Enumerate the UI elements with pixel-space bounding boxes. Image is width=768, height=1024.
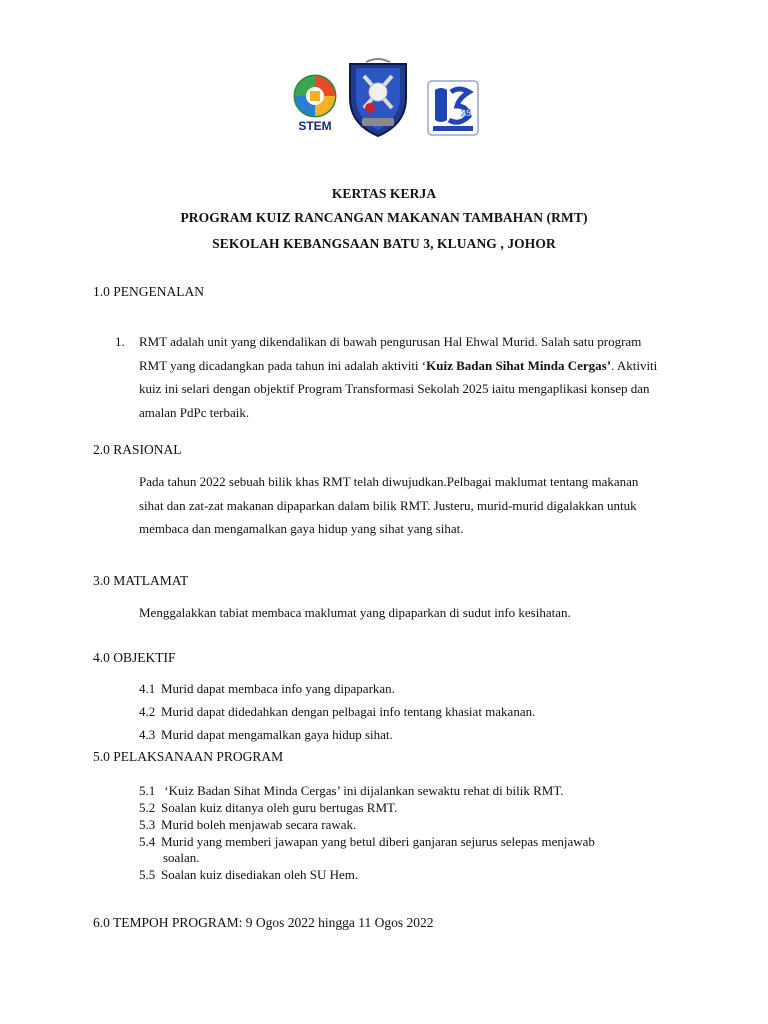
list-item: 5.2 Soalan kuiz ditanya oleh guru bertugas RMT.	[139, 800, 398, 815]
list-item: 5.4 Murid yang memberi jawapan yang betul diberi ganjaran sejurus selepas menjawab soalan.	[139, 834, 595, 865]
pengenalan-text-a: RMT adalah unit yang dikendalikan di bawah pengurusan Hal Ehwal Murid. Salah satu program RMT yang dicadangkan pada tahun ini adalah aktiviti ‘	[139, 334, 642, 373]
pengenalan-text-b: . Aktiviti kuiz ini selari dengan objektif Program Transformasi Sekolah 2025 iaitu mengaplikasi konsep dan amalan PdPc terbaik.	[139, 357, 658, 420]
section-heading-pelaksanaan: 5.0 PELAKSANAAN PROGRAM	[93, 749, 284, 764]
rasional-paragraph: Pada tahun 2022 sebuah bilik khas RMT telah diwujudkan.Pelbagai maklumat tentang makanan sihat dan zat-zat makanan dipaparkan dalam bilik RMT. Justeru, murid-murid digalakkan untuk membaca dan mengamalkan gaya hidup yang sihat yang sihat.	[139, 474, 639, 536]
list-item: 4.1 Murid dapat membaca info yang dipaparkan.	[139, 681, 395, 696]
school-crest-icon	[344, 58, 412, 138]
svg-text:25: 25	[461, 108, 472, 118]
list-item: 5.3 Murid boleh menjawab secara rawak.	[139, 817, 357, 832]
stem-logo-icon	[287, 72, 343, 134]
list-item: 4.2 Murid dapat didedahkan dengan pelbagai info tentang khasiat makanan.	[139, 704, 536, 719]
school-title: SEKOLAH KEBANGSAAN BATU 3, KLUANG , JOHOR	[212, 236, 556, 251]
pengenalan-item-number: 1.	[115, 334, 125, 349]
ts25-logo-icon	[427, 80, 479, 136]
section-heading-rasional: 2.0 RASIONAL	[93, 442, 182, 457]
pengenalan-paragraph	[139, 330, 664, 424]
header-logos	[287, 58, 479, 138]
document-title: KERTAS KERJA	[331, 186, 437, 201]
section-heading-tempoh: 6.0 TEMPOH PROGRAM: 9 Ogos 2022 hingga 11 Ogos 2022	[93, 915, 434, 930]
section-heading-matlamat: 3.0 MATLAMAT	[93, 573, 189, 588]
list-item: 5.5 Soalan kuiz disediakan oleh SU Hem.	[139, 867, 359, 882]
svg-text:STEM: STEM	[298, 119, 332, 133]
pengenalan-text-bold: Kuiz Badan Sihat Minda Cergas’	[426, 357, 612, 373]
list-item: 4.3 Murid dapat mengamalkan gaya hidup sihat.	[139, 727, 393, 742]
program-title: PROGRAM KUIZ RANCANGAN MAKANAN TAMBAHAN (RMT)	[180, 210, 588, 225]
list-item: 5.1 ‘Kuiz Badan Sihat Minda Cergas’ ini dijalankan sewaktu rehat di bilik RMT.	[139, 783, 564, 798]
section-heading-objektif: 4.0 OBJEKTIF	[93, 650, 176, 665]
section-heading-pengenalan: 1.0 PENGENALAN	[93, 284, 204, 299]
matlamat-paragraph: Menggalakkan tabiat membaca maklumat yang dipaparkan di sudut info kesihatan.	[139, 605, 571, 620]
